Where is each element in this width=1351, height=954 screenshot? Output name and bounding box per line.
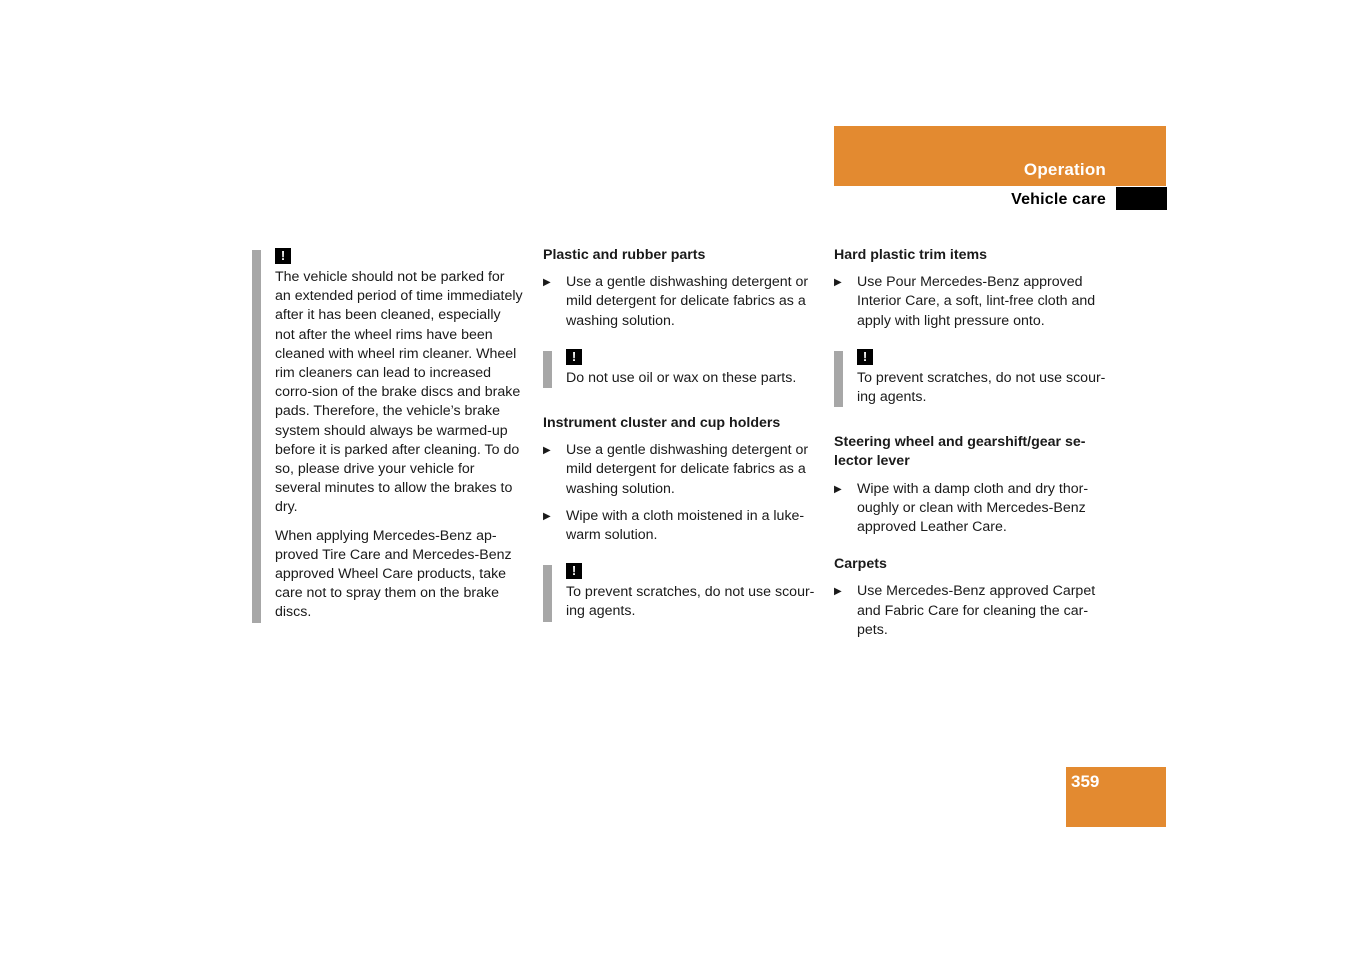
triangle-bullet-icon: ▶: [543, 510, 551, 522]
section-heading: Instrument cluster and cup holders: [543, 415, 781, 432]
list-item-text: Use Pour Mercedes-Benz approved Interior Care, a soft, lint-free cloth and apply with light pressure onto.: [857, 274, 1096, 329]
header-band: [834, 126, 1166, 186]
column-1: [252, 246, 524, 639]
list-item-text: Wipe with a damp cloth and dry thor-oughly or clean with Mercedes-Benz approved Leather Care.: [857, 480, 1089, 536]
list-item-text: Use a gentle dishwashing detergent or mild detergent for delicate fabrics as a washing solution.: [566, 274, 809, 329]
note-bar: [252, 250, 261, 623]
warning-note: [834, 347, 1114, 407]
note-bar: [543, 565, 552, 621]
exclamation-icon: !: [857, 349, 873, 365]
note-bar: [543, 351, 552, 388]
exclamation-icon: !: [275, 248, 291, 264]
list-item: [543, 441, 823, 499]
triangle-bullet-icon: ▶: [543, 445, 551, 457]
exclamation-icon: !: [566, 349, 582, 365]
note-paragraph: To prevent scratches, do not use scour-ing agents.: [566, 584, 815, 620]
section-title: Operation: [1023, 160, 1106, 179]
list-item-text: Use Mercedes-Benz approved Carpet and Fabric Care for cleaning the car-pets.: [857, 583, 1096, 638]
section-heading: Steering wheel and gearshift/gear se-lector lever: [834, 434, 1086, 470]
list-item: [834, 273, 1114, 331]
note-paragraph: The vehicle should not be parked for an extended period of time immediately after it has been cleaned, especially not after the wheel rims have been cleaned with wheel rim cleaner. Wheel rim cleaners can lead to increased corro-sion of the brake discs and brake pads. Therefore, the vehicle’s brake system should always be warmed-up before it is parked after cleaning. To do so, please drive your vehicle for several minutes to allow the brakes to dry.: [275, 269, 523, 516]
section-heading: Carpets: [834, 556, 887, 573]
note-paragraph: Do not use oil or wax on these parts.: [566, 369, 797, 386]
column-2: [543, 246, 823, 638]
subsection-title: Vehicle care: [1011, 191, 1106, 208]
exclamation-icon: !: [566, 563, 582, 579]
list-item-text: Use a gentle dishwashing detergent or mild detergent for delicate fabrics as a washing solution.: [566, 442, 809, 497]
list-item: [834, 480, 1114, 538]
column-3: [834, 246, 1114, 648]
list-item: [543, 273, 823, 331]
header-tab-marker: [1116, 187, 1167, 210]
section-heading: Plastic and rubber parts: [543, 247, 706, 263]
page-number: 359: [1071, 772, 1100, 791]
note-bar: [834, 351, 843, 407]
section-heading: Hard plastic trim items: [834, 247, 987, 263]
warning-note: [543, 561, 823, 621]
warning-note: [543, 347, 823, 388]
triangle-bullet-icon: ▶: [543, 277, 551, 289]
list-item-text: Wipe with a cloth moistened in a luke-warm solution.: [566, 507, 805, 544]
warning-note: [252, 246, 524, 623]
triangle-bullet-icon: ▶: [834, 586, 842, 598]
triangle-bullet-icon: ▶: [834, 277, 842, 289]
note-paragraph: To prevent scratches, do not use scour-ing agents.: [857, 369, 1106, 406]
triangle-bullet-icon: ▶: [834, 483, 842, 495]
list-item: [834, 582, 1114, 640]
list-item: [543, 507, 823, 545]
note-paragraph: When applying Mercedes-Benz ap-proved Tire Care and Mercedes-Benz approved Wheel Care products, take care not to spray them on the brake discs.: [275, 527, 512, 621]
